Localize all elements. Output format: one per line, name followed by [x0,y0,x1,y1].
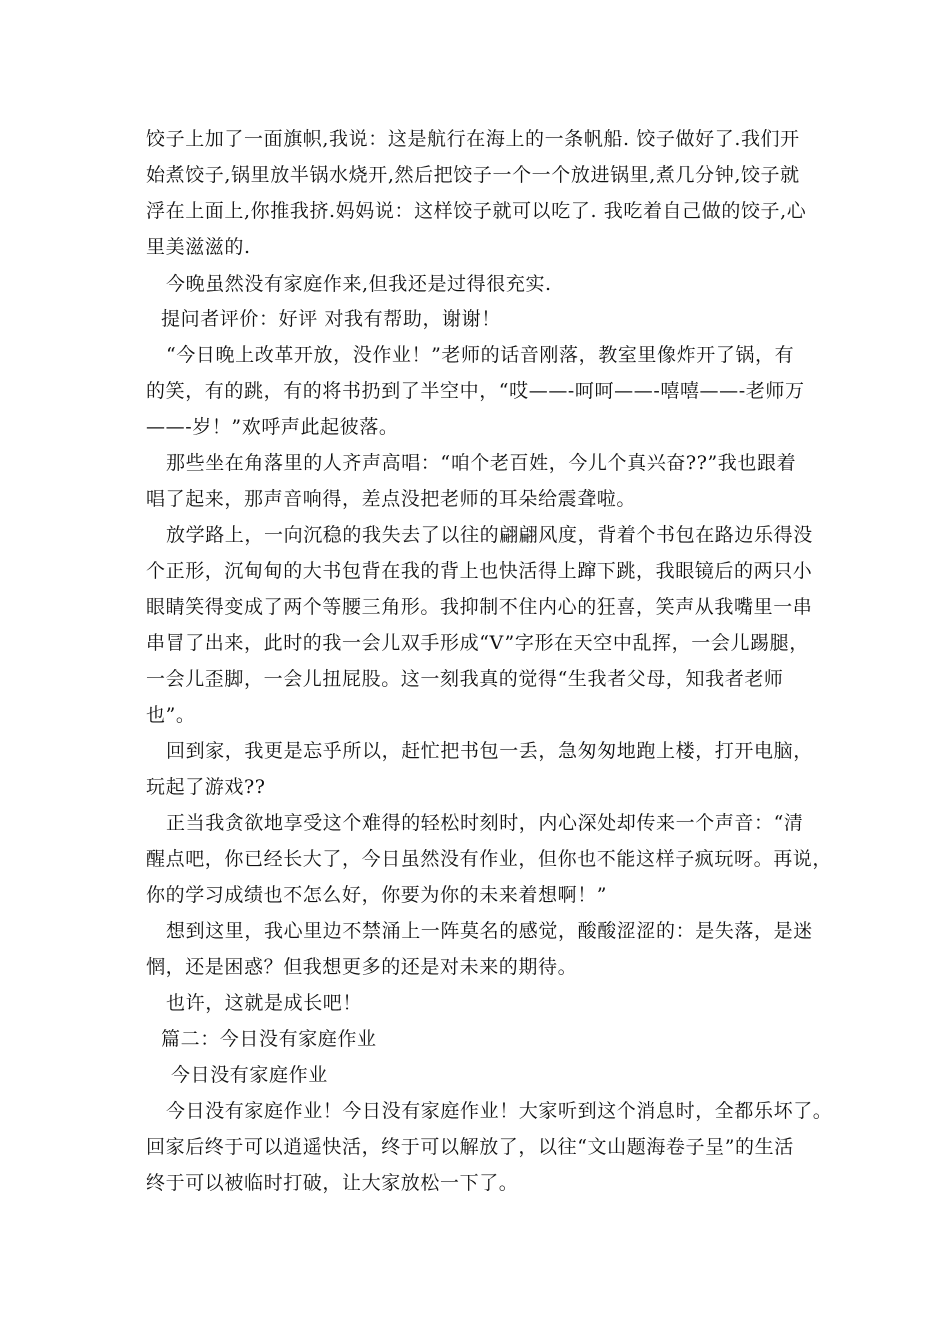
text-line: 里美滋滋的. [146,236,251,258]
text-line: “今日晚上改革开放，没作业！”老师的话音刚落，教室里像炸开了锅，有 [166,344,795,366]
section-heading: 篇二：今日没有家庭作业 [161,1028,377,1050]
text-line: 醒点吧，你已经长大了，今日虽然没有作业，但你也不能这样子疯玩呀。再说， [146,848,833,870]
text-line: 放学路上，一向沉稳的我失去了以往的翩翩风度，背着个书包在路边乐得没 [166,524,813,546]
text-line: ——-岁！”欢呼声此起彼落。 [146,416,399,438]
text-line: 提问者评价：好评 对我有帮助，谢谢！ [161,308,501,330]
text-line: 今晚虽然没有家庭作来,但我还是过得很充实. [166,273,552,295]
text-line: 也”。 [146,704,196,726]
text-line: 浮在上面上,你推我挤.妈妈说：这样饺子就可以吃了. 我吃着自己做的饺子,心 [146,200,807,222]
text-line: 今日没有家庭作业！今日没有家庭作业！大家听到这个消息时，全都乐坏了。 [166,1100,833,1122]
text-line: 的笑，有的跳，有的将书扔到了半空中，“哎——-呵呵——-嘻嘻——-老师万 [146,380,805,402]
text-line: 唱了起来，那声音响得，差点没把老师的耳朵给震聋啦。 [146,488,637,510]
text-line: 眼睛笑得变成了两个等腰三角形。我抑制不住内心的狂喜，笑声从我嘴里一串 [146,596,813,618]
text-line: 回家后终于可以逍遥快活，终于可以解放了，以往“文山题海卷子呈”的生活 [146,1136,794,1158]
text-line: 玩起了游戏?? [146,776,266,798]
text-line: 始煮饺子,锅里放半锅水烧开,然后把饺子一个一个放进锅里,煮几分钟,饺子就 [146,164,800,186]
text-line: 你的学习成绩也不怎么好，你要为你的未来着想啊！” [146,884,608,906]
text-line: 惘，还是困惑？但我想更多的还是对未来的期待。 [146,956,578,978]
text-line: 也许，这就是成长吧！ [166,992,363,1014]
text-line: 终于可以被临时打破，让大家放松一下了。 [146,1172,519,1194]
section-subtitle: 今日没有家庭作业 [171,1064,328,1086]
text-line: 串冒了出来，此时的我一会儿双手形成“V”字形在天空中乱挥，一会儿踢腿， [146,632,809,654]
text-line: 那些坐在角落里的人齐声高唱：“咱个老百姓，今儿个真兴奋??”我也跟着 [166,452,797,474]
text-line: 饺子上加了一面旗帜,我说：这是航行在海上的一条帆船. 饺子做好了.我们开 [146,128,800,150]
text-line: 想到这里，我心里边不禁涌上一阵莫名的感觉，酸酸涩涩的：是失落，是迷 [166,920,813,942]
text-line: 正当我贪欲地享受这个难得的轻松时刻时，内心深处却传来一个声音：“清 [166,812,804,834]
text-line: 回到家，我更是忘乎所以，赶忙把书包一丢，急匆匆地跑上楼，打开电脑， [166,740,813,762]
text-line: 一会儿歪脚，一会儿扭屁股。这一刻我真的觉得“生我者父母，知我者老师 [146,668,784,690]
text-line: 个正形，沉甸甸的大书包背在我的背上也快活得上蹿下跳，我眼镜后的两只小 [146,560,813,582]
